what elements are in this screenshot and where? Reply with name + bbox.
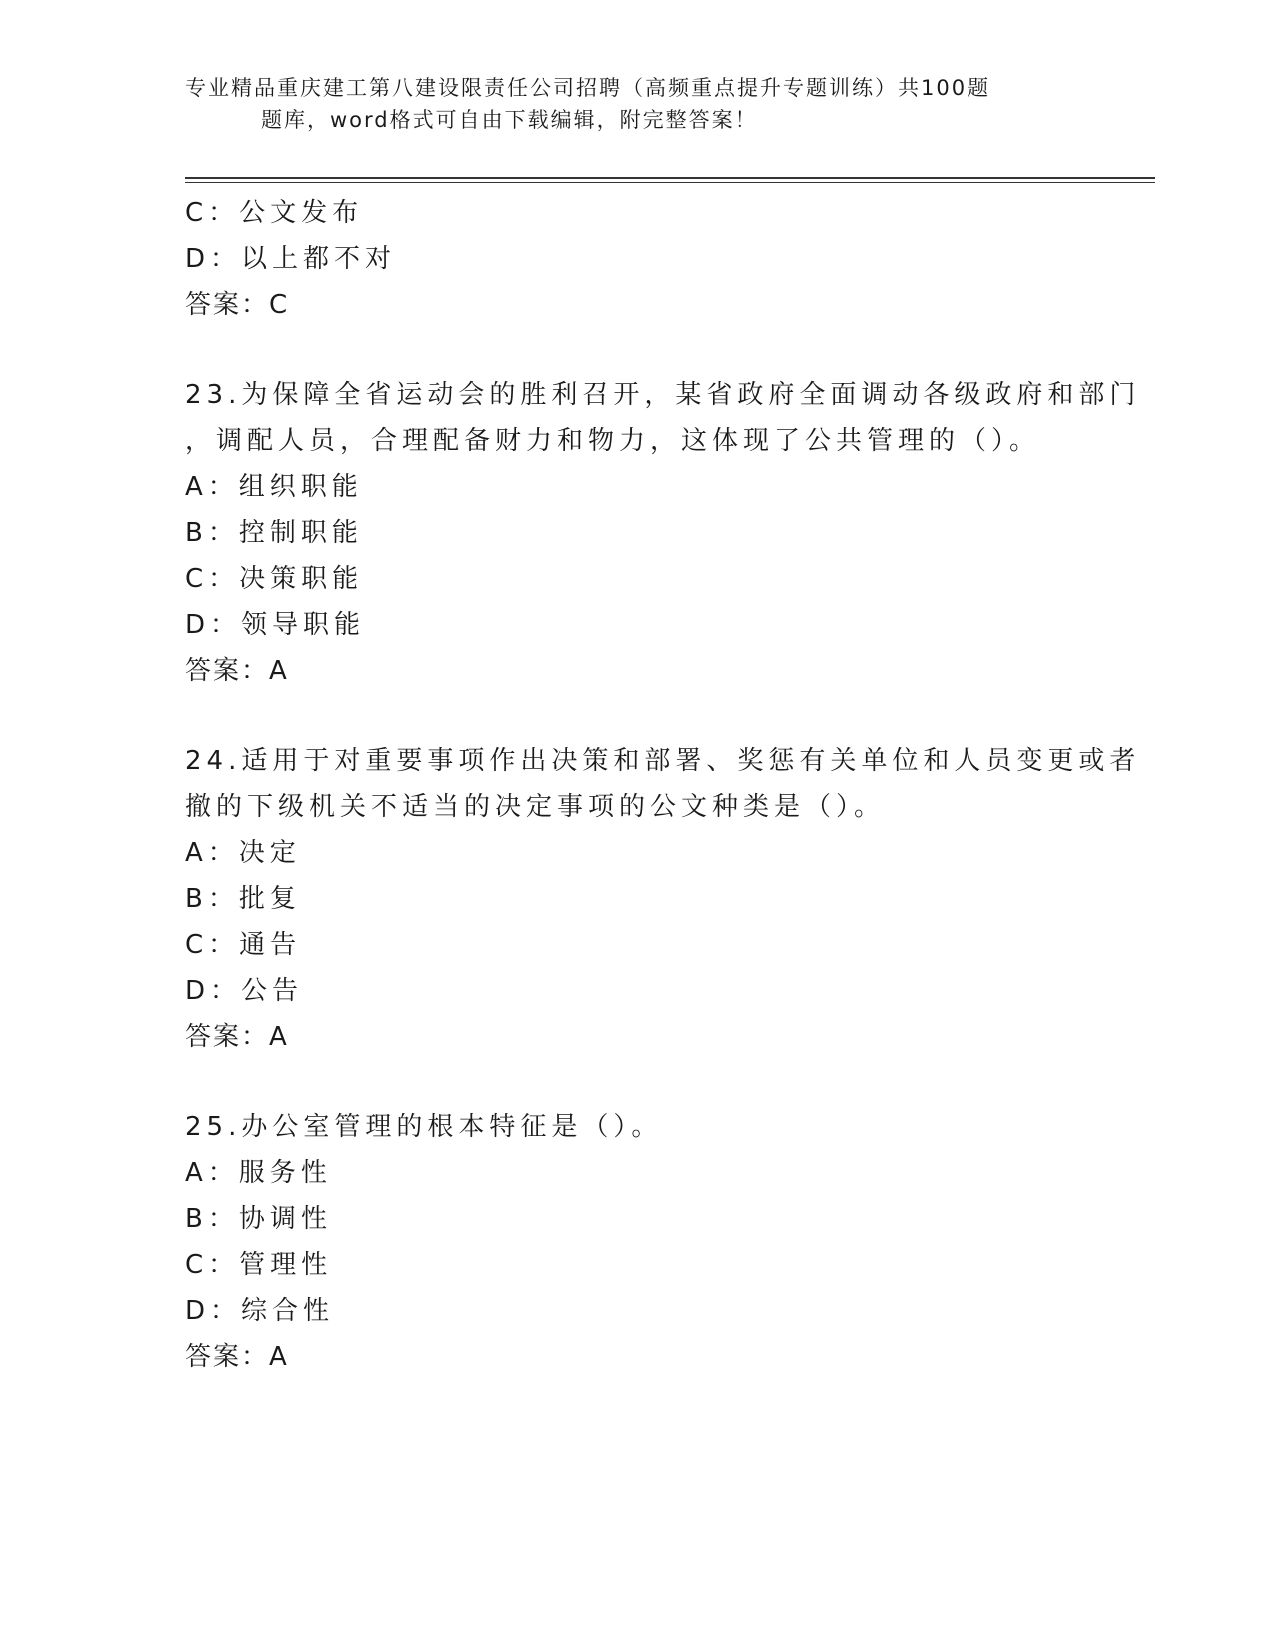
- question-text-line1: 24.适用于对重要事项作出决策和部署、奖惩有关单位和人员变更或者: [185, 746, 1141, 776]
- document-header: [185, 72, 1065, 136]
- header-title-line1: 专业精品重庆建工第八建设限责任公司招聘（高频重点提升专题训练）共100题: [185, 76, 991, 100]
- question-25: [185, 1104, 1085, 1380]
- option-c: C：通告: [185, 930, 302, 960]
- option-a: A：决定: [185, 838, 301, 868]
- option-a: A：服务性: [185, 1158, 332, 1188]
- header-divider-thin: [185, 182, 1155, 183]
- answer-line: 答案：A: [185, 1022, 289, 1052]
- question-text-line1: 25.办公室管理的根本特征是（）。: [185, 1112, 663, 1142]
- answer-line: 答案：C: [185, 290, 290, 320]
- answer-line: 答案：A: [185, 656, 289, 686]
- option-a: A：组织职能: [185, 472, 363, 502]
- question-text-line1: 23.为保障全省运动会的胜利召开，某省政府全面调动各级政府和部门: [185, 380, 1141, 410]
- option-d: D：领导职能: [185, 610, 366, 640]
- question-list: [185, 190, 1141, 1380]
- question-text-line2: 撤的下级机关不适当的决定事项的公文种类是（）。: [185, 792, 886, 822]
- option-d: D：综合性: [185, 1296, 335, 1326]
- header-divider-thick: [185, 177, 1155, 179]
- header-title-line2: 题库，word格式可自由下载编辑，附完整答案！: [261, 108, 758, 132]
- option-c: C：决策职能: [185, 564, 364, 594]
- question-23: [185, 372, 1141, 694]
- answer-line: 答案：A: [185, 1342, 289, 1372]
- option-c: C：公文发布: [185, 198, 364, 228]
- option-d: D：公告: [185, 976, 304, 1006]
- option-d: D：以上都不对: [185, 244, 397, 274]
- question-22-continued: [185, 190, 1085, 328]
- option-c: C：管理性: [185, 1250, 333, 1280]
- option-b: B：协调性: [185, 1204, 332, 1234]
- question-text-line2: ，调配人员，合理配备财力和物力，这体现了公共管理的（）。: [185, 426, 1041, 456]
- option-b: B：控制职能: [185, 518, 363, 548]
- question-24: [185, 738, 1141, 1060]
- option-b: B：批复: [185, 884, 301, 914]
